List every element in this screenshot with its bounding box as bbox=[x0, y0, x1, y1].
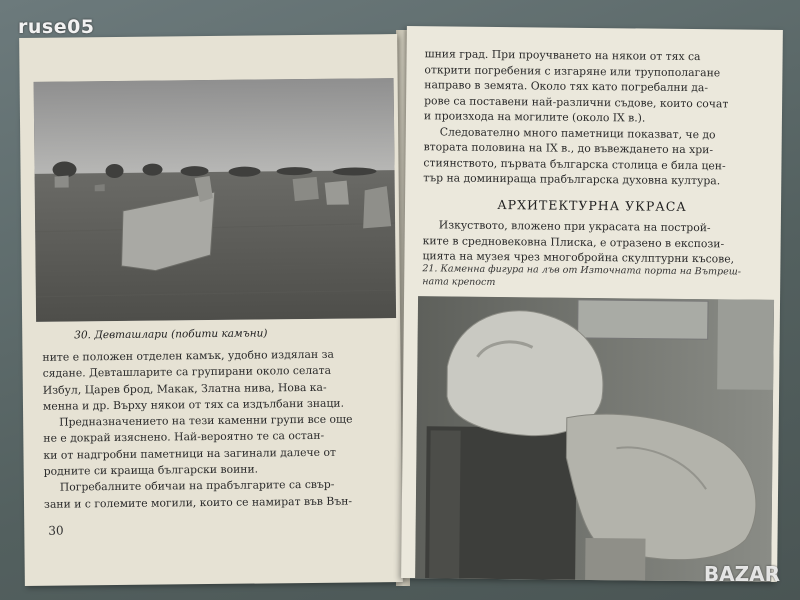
text-line: сядане. Девташларите са групирани около селата bbox=[42, 364, 332, 381]
left-photo-caption: 30. Девташлари (побити камъни) bbox=[74, 327, 268, 342]
left-page-text bbox=[42, 346, 390, 513]
right-page-text bbox=[422, 46, 762, 267]
text-line: Предназначението на тези каменни групи все още bbox=[59, 412, 353, 429]
text-line: ки от надгробни паметници на загинали далече от bbox=[43, 445, 337, 462]
text-line: Избул, Царев брод, Макак, Златна нива, Нова ка- bbox=[42, 380, 327, 397]
text-line: ките в средновековна Плиска, е отразено в експози- bbox=[422, 233, 725, 250]
stone-lion-photo bbox=[415, 296, 774, 582]
text-line: Погребалните обичаи на прабългарите са свър- bbox=[59, 478, 335, 494]
right-page bbox=[401, 26, 783, 582]
text-line: менна и др. Върху някои от тях са издълбани знаци. bbox=[42, 396, 345, 413]
text-line: не е докрай изяснено. Най-вероятно те са остан- bbox=[43, 429, 325, 446]
text-line: Следователно много паметници показват, че до bbox=[439, 124, 716, 141]
right-photo-caption: 21. Каменна фигура на лъв от Източната порта на Вътреш-ната крепост bbox=[422, 263, 741, 288]
text-line: шния град. При проучването на някои от тях са bbox=[424, 47, 701, 64]
text-line: открити погребения с изгаряне или трупополагане bbox=[424, 62, 721, 79]
stone-lion-image bbox=[415, 296, 774, 582]
page-number: 30 bbox=[48, 523, 64, 538]
text-line: ните е положен отделен камък, удобно издялан за bbox=[42, 347, 334, 364]
text-line: зани и с големите могили, които се намират във Вън- bbox=[43, 494, 353, 511]
standing-stones-image bbox=[34, 78, 396, 322]
text-line: и произхода на могилите (около IX в.). bbox=[423, 109, 646, 125]
left-page bbox=[19, 34, 403, 586]
watermark-top: ruse05 bbox=[18, 16, 95, 38]
text-line: цията на музея чрез многобройна скулптурни късове, bbox=[422, 249, 735, 266]
standing-stones-photo bbox=[34, 78, 396, 322]
section-heading: АРХИТЕКТУРНА УКРАСА bbox=[497, 196, 687, 214]
text-line: втората половина на IX в., до въвеждането на хри- bbox=[423, 140, 714, 157]
text-line: рове са поставени най-различни съдове, които сочат bbox=[424, 93, 729, 110]
watermark-bottom: BAZAR bbox=[703, 562, 780, 586]
text-line: Изкуството, вложено при украсата на построй- bbox=[438, 218, 711, 235]
text-line: стиянството, първата българска столица е била цен- bbox=[423, 155, 726, 172]
text-line: родните си краища български воини. bbox=[43, 462, 259, 478]
text-line: тър на доминираща прабългарска духовна култура. bbox=[423, 171, 721, 188]
text-line: направо в земята. Около тях като погребални да- bbox=[424, 78, 709, 95]
